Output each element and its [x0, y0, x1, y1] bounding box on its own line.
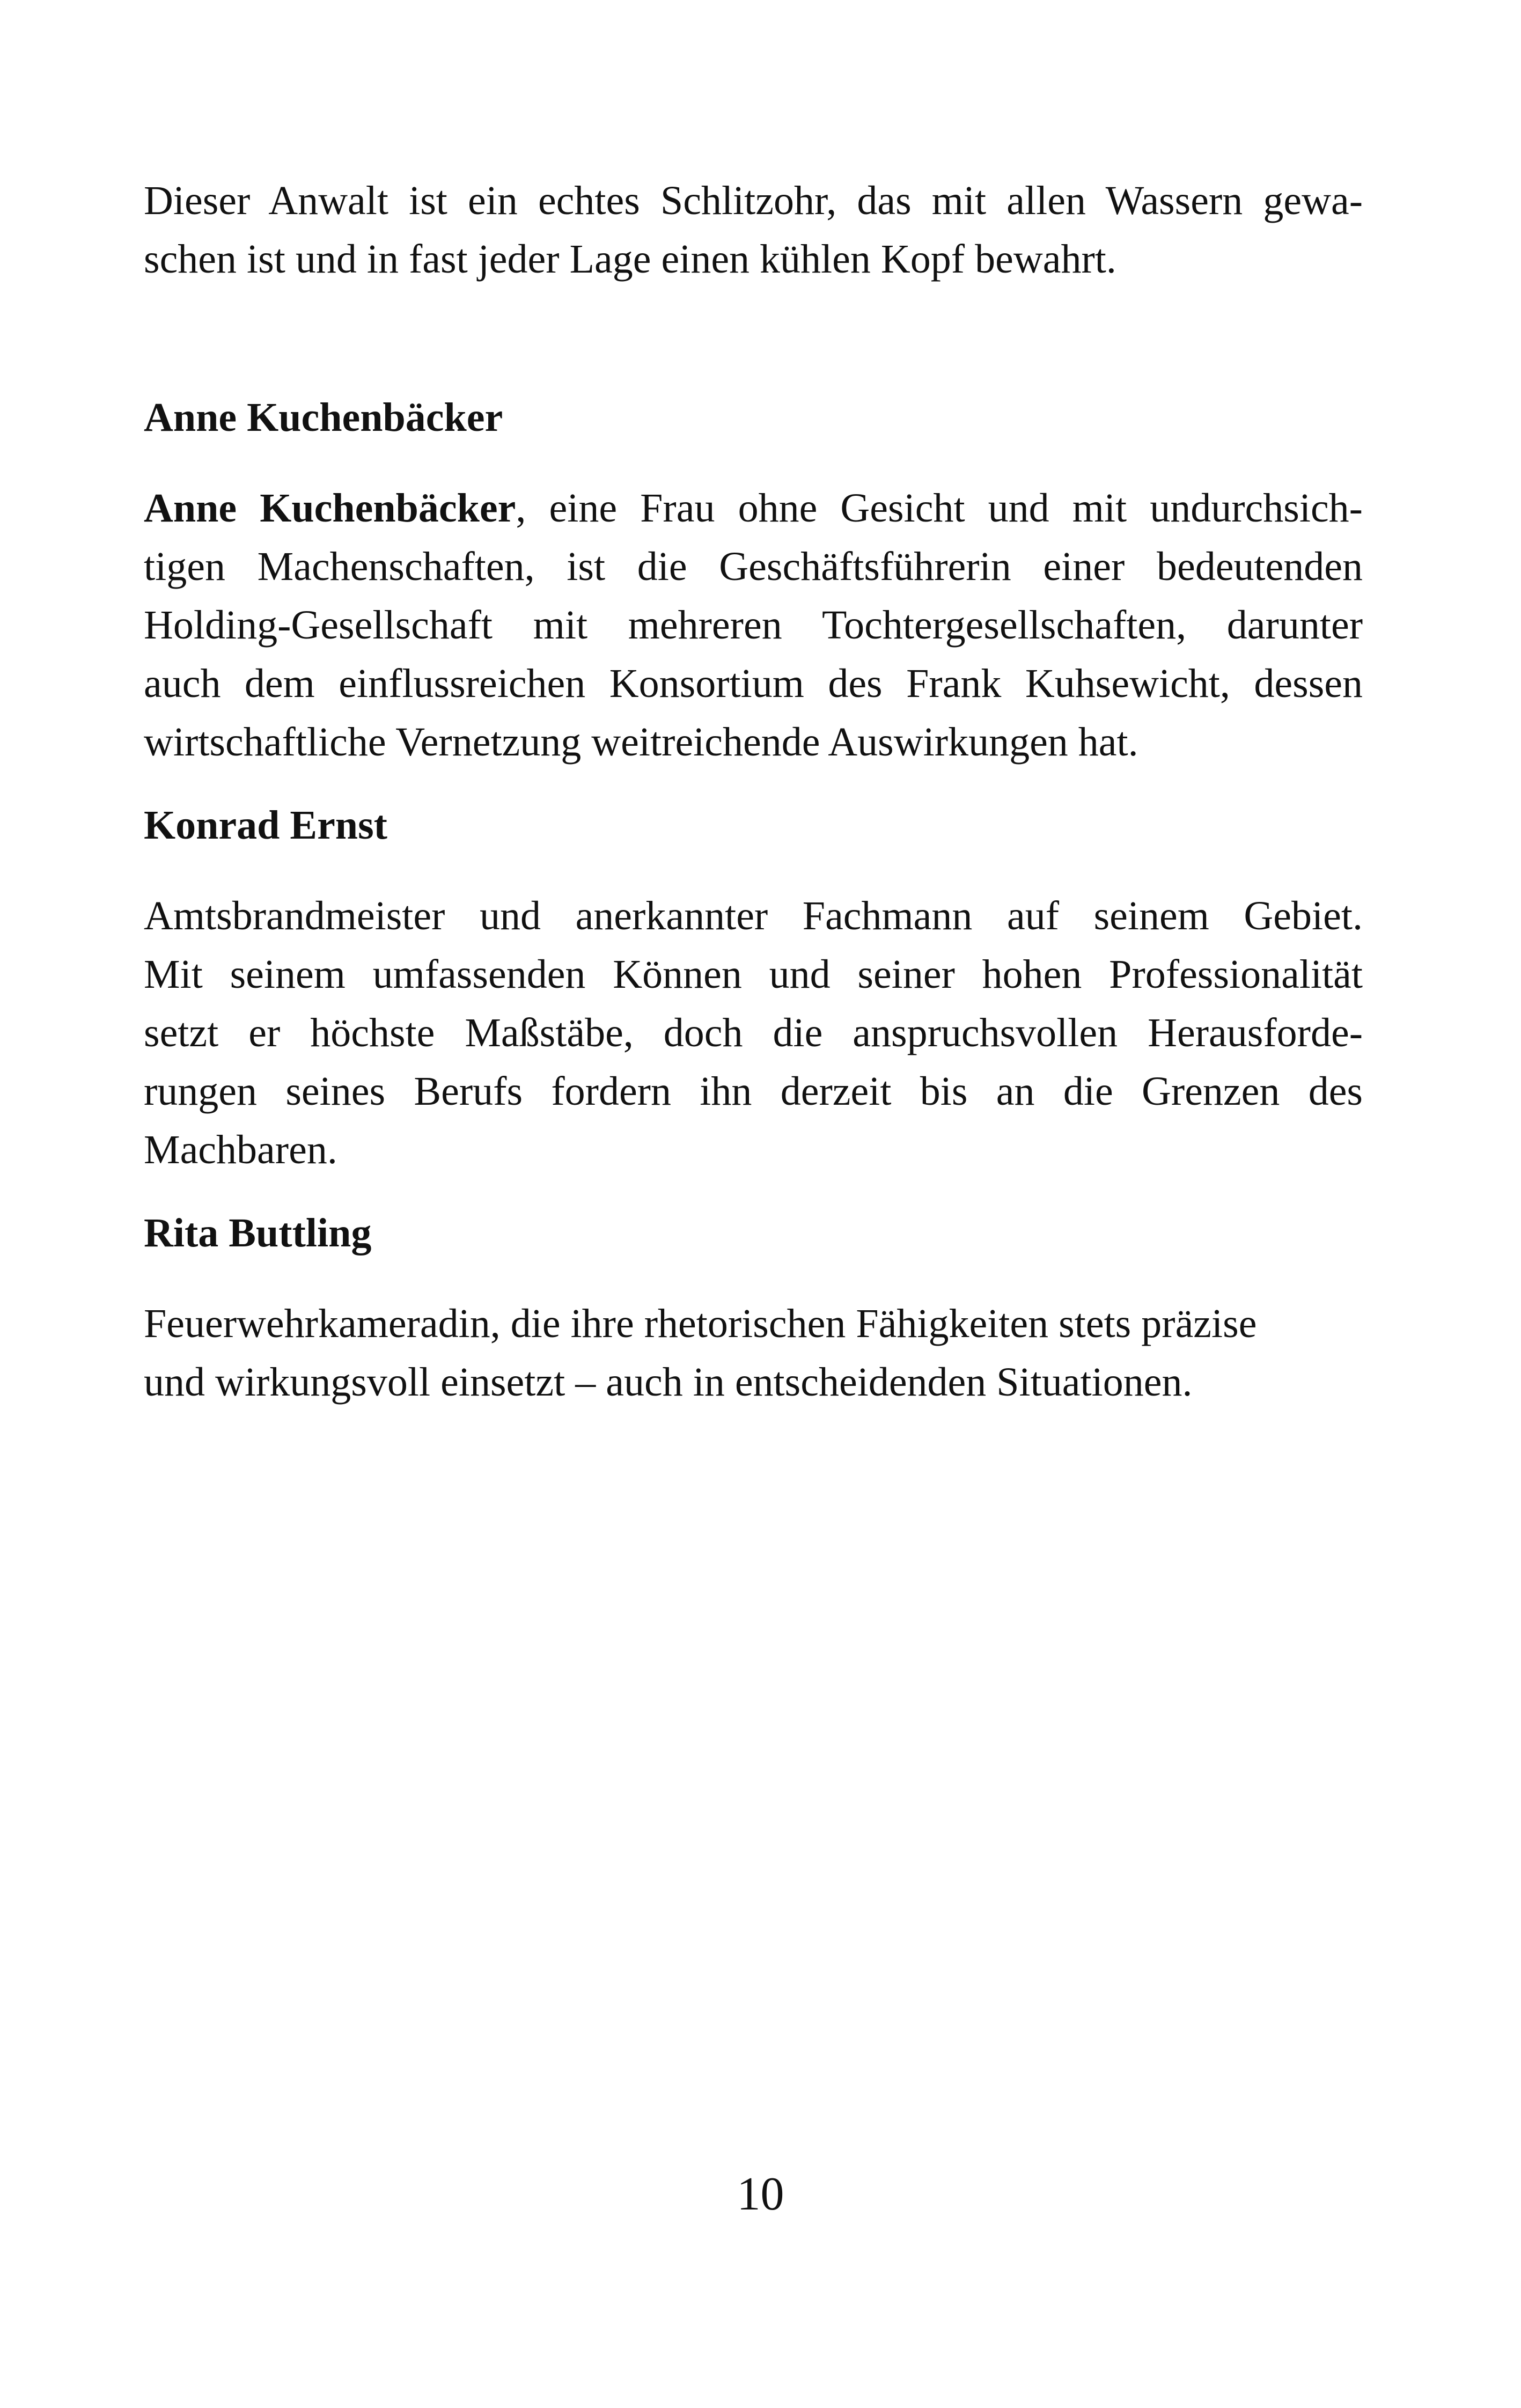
character-description-konrad [144, 887, 1363, 1179]
text-line: Machbaren. [144, 1127, 337, 1172]
text-line: Holding-Gesellschaft mit mehreren Tochtergesellschaften, darunter [144, 603, 1363, 648]
text-line [144, 479, 1363, 538]
character-heading-konrad: Konrad Ernst [144, 803, 387, 848]
page-body [144, 172, 1363, 1412]
text-line: und wirkungsvoll einsetzt – auch in entscheidenden Situationen. [144, 1360, 1193, 1405]
text-line: Amtsbrandmeister und anerkannter Fachmann auf seinem Gebiet. [144, 893, 1363, 938]
character-heading-anne: Anne Kuchenbäcker [144, 395, 503, 440]
character-name-bold: Anne Kuchenbäcker [144, 486, 516, 531]
text-line: Mit seinem umfassenden Können und seiner hohen Professionalität [144, 952, 1363, 997]
text-line: tigen Machenschaften, ist die Geschäftsführerin einer bedeutenden [144, 544, 1363, 589]
text-line: Feuerwehrkameradin, die ihre rhetorischen Fähigkeiten stets präzise [144, 1301, 1257, 1346]
text-line: schen ist und in fast jeder Lage einen kühlen Kopf bewahrt. [144, 237, 1116, 282]
character-description-rita [144, 1295, 1363, 1412]
text-fragment: , eine Frau ohne Gesicht und mit undurchsich- [516, 486, 1363, 531]
character-description-anne [144, 479, 1363, 772]
text-line: Dieser Anwalt ist ein echtes Schlitzohr, das mit allen Wassern gewa- [144, 178, 1363, 223]
character-heading-rita: Rita Buttling [144, 1210, 372, 1256]
text-line: setzt er höchste Maßstäbe, doch die anspruchsvollen Herausforde- [144, 1010, 1363, 1055]
text-line: auch dem einflussreichen Konsortium des Frank Kuhsewicht, dessen [144, 661, 1363, 706]
text-line: wirtschaftliche Vernetzung weitreichende Auswirkungen hat. [144, 720, 1138, 765]
page-number: 10 [737, 2168, 784, 2220]
text-line: rungen seines Berufs fordern ihn derzeit bis an die Grenzen des [144, 1069, 1363, 1114]
intro-paragraph [144, 172, 1363, 289]
